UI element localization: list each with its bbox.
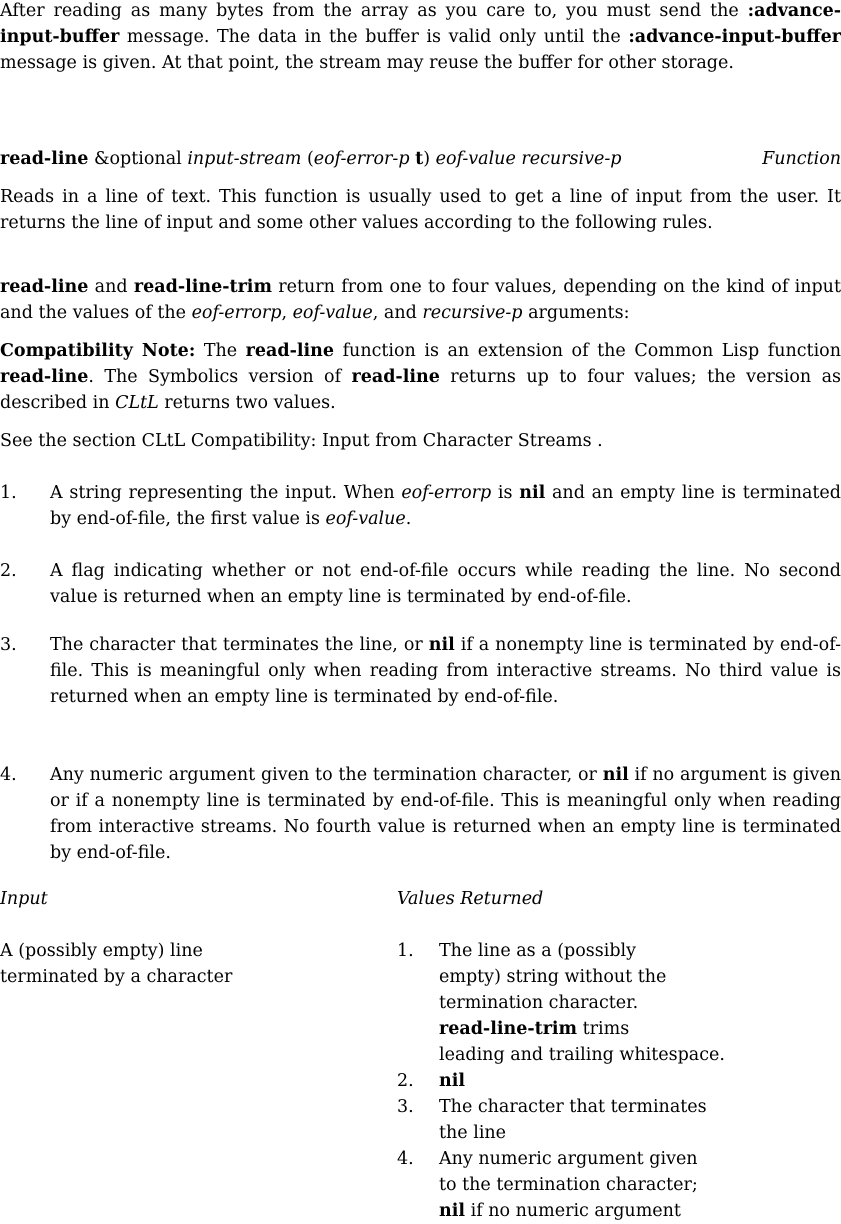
paragraph-text: and (88, 277, 134, 297)
paragraph-text: arguments: (522, 303, 630, 323)
value-line: empty) string without the (439, 967, 667, 987)
value-line: termination character. (439, 993, 639, 1013)
value-line: Any numeric argument given (439, 1149, 698, 1169)
advance-input-buffer-term: :advance-input-buffer (0, 1, 841, 47)
value-line: leading and trailing whitespace. (439, 1045, 725, 1065)
list-item-text: A flag indicating whether or not end-of-file occurs while reading the line. No second value is returned when an empty line is terminated by end-of-file. (50, 561, 841, 607)
description-paragraph: Reads in a line of text. This function is usually used to get a line of input from the user. It returns the line of input and some other values according to the following rules. (0, 187, 841, 233)
read-line-term: read-line (0, 367, 89, 387)
value-line: read-line-trim trims (439, 1019, 630, 1039)
list-item-number: 2. (0, 561, 17, 581)
advance-input-buffer-term: :advance-input-buffer (628, 27, 841, 47)
eof-errorp-term: eof-errorp (401, 483, 492, 503)
read-line-term: read-line (0, 277, 89, 297)
arg-input-stream: input-stream (187, 149, 302, 169)
list-item-number: 1. (0, 483, 17, 503)
compatibility-note (0, 338, 841, 416)
recursive-p-term: recursive-p (422, 303, 523, 323)
paragraph-text: , and (372, 303, 423, 323)
paragraph-text: return from one to four values, depending on the kind of input and the values of the (0, 277, 841, 323)
value-line: The line as a (possibly (439, 941, 637, 961)
eof-value-term: eof-value (325, 509, 406, 529)
see-also-link[interactable]: See the section CLtL Compatibility: Input from Character Streams . (0, 431, 603, 451)
optional-keyword: &optional (93, 149, 182, 169)
value-item (397, 1094, 837, 1146)
intro-text: message is given. At that point, the stream may reuse the buffer for other storage. (0, 53, 734, 73)
list-item-number: 3. (0, 635, 17, 655)
nil-term: nil (439, 1201, 466, 1221)
arg-default-value: t (415, 149, 424, 169)
nil-term: nil (439, 1071, 466, 1091)
list-item-number: 4. (0, 765, 17, 785)
intro-text: message. The data in the buffer is valid only until the (119, 27, 629, 47)
read-line-trim-term: read-line-trim (439, 1019, 578, 1039)
value-line: nil if no numeric argument (439, 1201, 681, 1221)
table-header-values-returned: Values Returned (397, 889, 544, 909)
value-line: the line (439, 1123, 507, 1143)
note-text: returns up to four values; the version as described in (0, 367, 841, 413)
value-item-number: 3. (397, 1097, 414, 1117)
list-item-text: Any numeric argument given to the termination character, or nil if no argument is given or if a nonempty line is terminated by end-of-file. This is meaningful only when reading from interactive streams. No fourth value is returned when an empty line is terminated by end-of-file. (50, 765, 841, 863)
value-item (397, 1068, 837, 1094)
compatibility-label: Compatibility Note: (0, 341, 196, 361)
definition-type: Function (762, 149, 841, 169)
nil-term: nil (519, 483, 546, 503)
value-item (397, 1146, 837, 1224)
value-item-number: 1. (397, 941, 414, 961)
input-line: terminated by a character (0, 967, 233, 987)
intro-text: After reading as many bytes from the array as you care to, you must send the (0, 1, 748, 21)
value-line: The character that terminates (439, 1097, 707, 1117)
note-text: . The Symbolics version of (88, 367, 352, 387)
list-item-text: A string representing the input. When eof-errorp is nil and an empty line is terminated by end-of-file, the first value is eof-value. (50, 483, 841, 529)
eof-value-term: eof-value (292, 303, 373, 323)
cltl-reference: CLtL (115, 393, 159, 413)
nil-term: nil (428, 635, 455, 655)
table-input-cell (0, 938, 380, 990)
note-text: function is an extension of the Common Lisp function (334, 341, 841, 361)
arg-eof-error-p: eof-error-p (313, 149, 410, 169)
return-values-paragraph (0, 274, 841, 326)
input-line: A (possibly empty) line (0, 941, 203, 961)
close-paren: ) (423, 149, 436, 169)
function-signature (0, 146, 841, 172)
read-line-term: read-line (351, 367, 440, 387)
read-line-trim-term: read-line-trim (133, 277, 272, 297)
read-line-term: read-line (245, 341, 335, 361)
table-header-input: Input (0, 889, 48, 909)
value-item (397, 938, 837, 1068)
arg-eof-value-recursive-p: eof-value recursive-p (435, 149, 622, 169)
value-item-number: 4. (397, 1149, 414, 1169)
value-line: to the termination character; (439, 1175, 698, 1195)
note-text: returns two values. (158, 393, 336, 413)
open-paren: ( (301, 149, 314, 169)
nil-term: nil (602, 765, 629, 785)
note-text: The (195, 341, 246, 361)
table-values-cell (397, 938, 837, 1224)
intro-paragraph (0, 0, 841, 76)
value-item-number: 2. (397, 1071, 414, 1091)
function-name: read-line (0, 149, 89, 169)
list-item-text: The character that terminates the line, or nil if a nonempty line is terminated by end-of-file. This is meaningful only when reading from interactive streams. No third value is returned when an empty line is terminated by end-of-file. (50, 635, 841, 707)
eof-errorp-term: eof-errorp (191, 303, 282, 323)
paragraph-text: , (281, 303, 293, 323)
